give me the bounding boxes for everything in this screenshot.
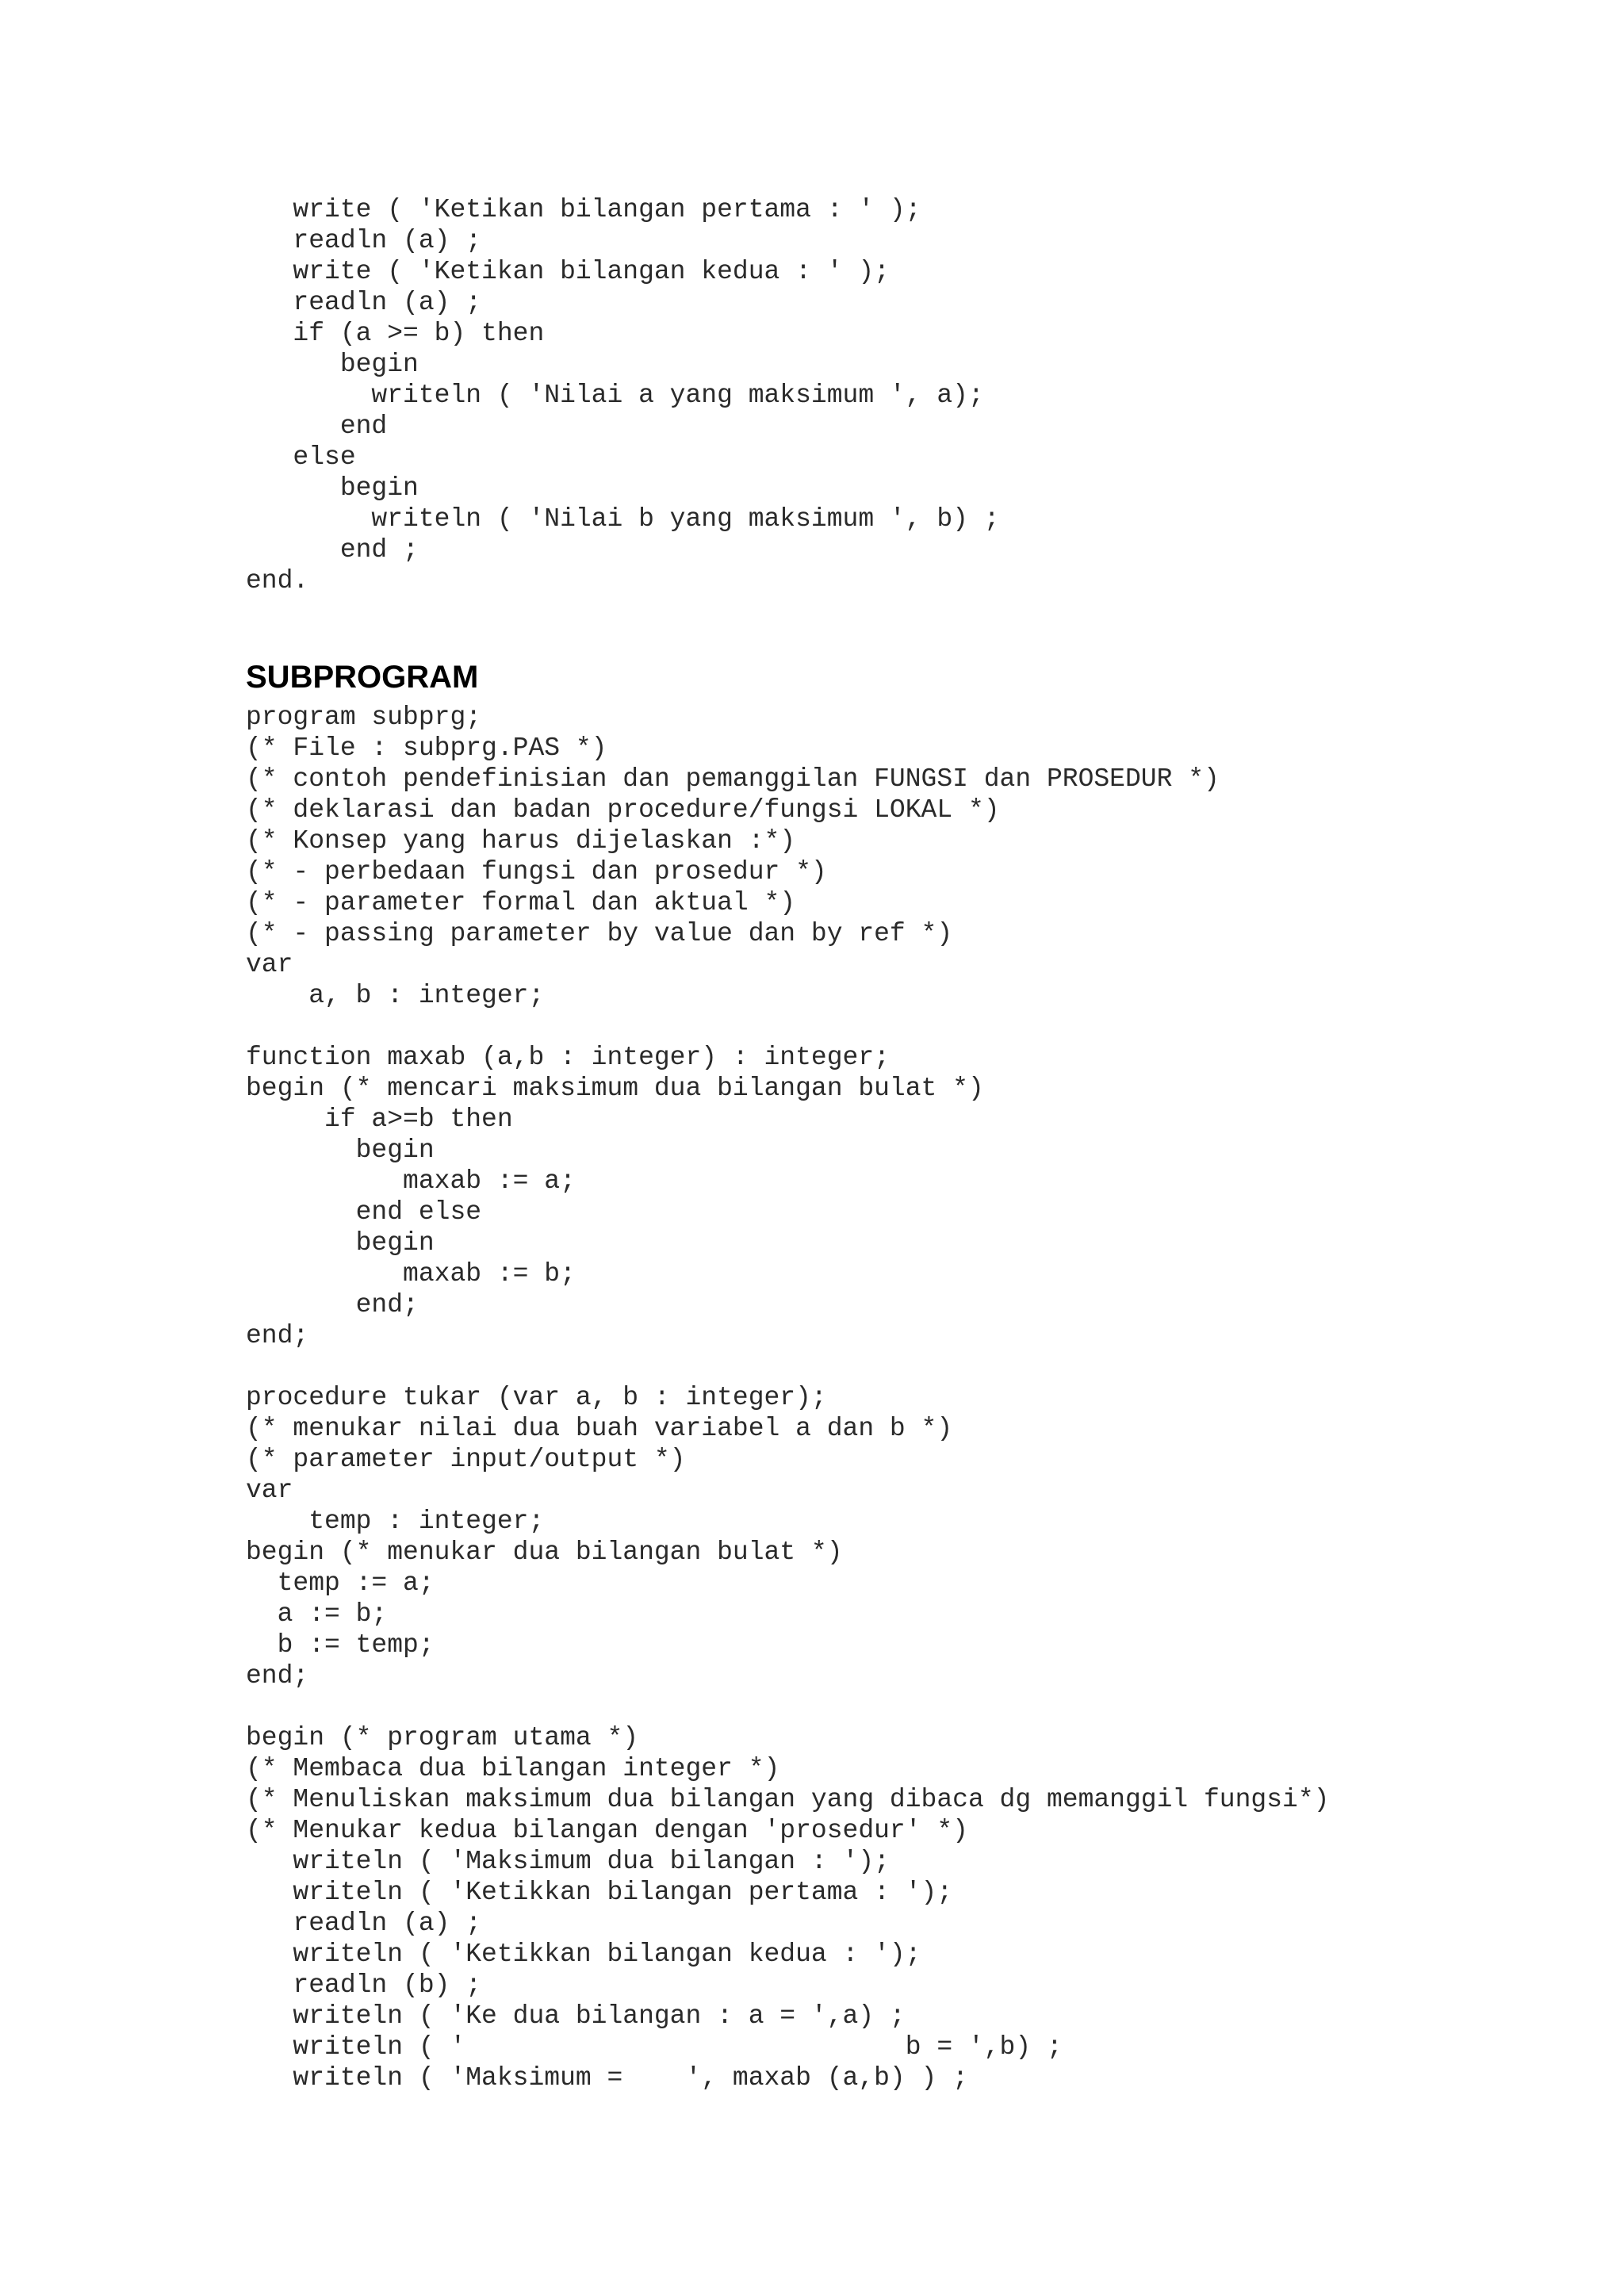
code-line: (* - perbedaan fungsi dan prosedur *) <box>246 857 827 887</box>
code-line: begin (* menukar dua bilangan bulat *) <box>246 1538 843 1567</box>
code-line: begin <box>246 1136 435 1165</box>
code-line: temp := a; <box>246 1568 435 1598</box>
code-line: procedure tukar (var a, b : integer); <box>246 1383 827 1412</box>
code-block-subprogram <box>246 702 1329 2093</box>
code-line: (* - passing parameter by value dan by ref *) <box>246 919 953 948</box>
code-line: a, b : integer; <box>246 981 545 1010</box>
code-line: writeln ( 'Maksimum = ', maxab (a,b) ) ; <box>246 2063 968 2093</box>
code-line: begin <box>246 350 419 379</box>
code-line: program subprg; <box>246 703 482 732</box>
code-line: maxab := b; <box>246 1259 576 1289</box>
code-line: begin (* mencari maksimum dua bilangan bulat *) <box>246 1074 984 1103</box>
code-line: write ( 'Ketikan bilangan pertama : ' ); <box>246 195 921 224</box>
code-line: end; <box>246 1661 309 1691</box>
code-line: readln (a) ; <box>246 288 482 317</box>
code-line: writeln ( 'Ke dua bilangan : a = ',a) ; <box>246 2001 906 2031</box>
code-line: readln (a) ; <box>246 226 482 255</box>
code-line: write ( 'Ketikan bilangan kedua : ' ); <box>246 257 890 286</box>
code-line: writeln ( 'Ketikkan bilangan pertama : '); <box>246 1878 953 1907</box>
code-block-top <box>246 194 1000 596</box>
code-line: writeln ( 'Nilai b yang maksimum ', b) ; <box>246 504 1000 534</box>
section-heading: SUBPROGRAM <box>246 660 479 695</box>
code-line: (* Menuliskan maksimum dua bilangan yang dibaca dg memanggil fungsi*) <box>246 1785 1330 1814</box>
code-line: (* Konsep yang harus dijelaskan :*) <box>246 826 796 856</box>
code-line: var <box>246 950 293 979</box>
code-line: begin <box>246 473 419 503</box>
code-line: maxab := a; <box>246 1166 576 1196</box>
code-line: (* contoh pendefinisian dan pemanggilan FUNGSI dan PROSEDUR *) <box>246 764 1220 794</box>
code-line: writeln ( ' b = ',b) ; <box>246 2032 1063 2062</box>
code-line: var <box>246 1476 293 1505</box>
code-line: (* File : subprg.PAS *) <box>246 733 607 763</box>
code-line: end. <box>246 566 309 596</box>
code-line: writeln ( 'Maksimum dua bilangan : '); <box>246 1847 890 1876</box>
code-line: readln (a) ; <box>246 1909 482 1938</box>
code-line: writeln ( 'Ketikkan bilangan kedua : '); <box>246 1940 921 1969</box>
code-line: else <box>246 442 356 472</box>
code-line: end; <box>246 1321 309 1350</box>
code-line: (* menukar nilai dua buah variabel a dan b *) <box>246 1414 953 1443</box>
code-line: (* parameter input/output *) <box>246 1445 686 1474</box>
code-line: end else <box>246 1197 482 1227</box>
code-line: if (a >= b) then <box>246 319 545 348</box>
code-line: end; <box>246 1290 419 1319</box>
code-line: readln (b) ; <box>246 1970 482 2000</box>
code-line: a := b; <box>246 1599 388 1629</box>
code-line: (* - parameter formal dan aktual *) <box>246 888 796 917</box>
code-line: b := temp; <box>246 1630 435 1660</box>
code-line: begin (* program utama *) <box>246 1723 639 1752</box>
code-line: (* Membaca dua bilangan integer *) <box>246 1754 780 1783</box>
code-line: function maxab (a,b : integer) : integer; <box>246 1043 890 1072</box>
code-line: end ; <box>246 535 419 565</box>
code-line: (* Menukar kedua bilangan dengan 'prosedur' *) <box>246 1816 968 1845</box>
code-line: temp : integer; <box>246 1507 545 1536</box>
code-line: begin <box>246 1228 435 1258</box>
code-line: (* deklarasi dan badan procedure/fungsi LOKAL *) <box>246 795 1000 825</box>
code-line: if a>=b then <box>246 1105 513 1134</box>
code-line: end <box>246 412 388 441</box>
code-line: writeln ( 'Nilai a yang maksimum ', a); <box>246 381 984 410</box>
